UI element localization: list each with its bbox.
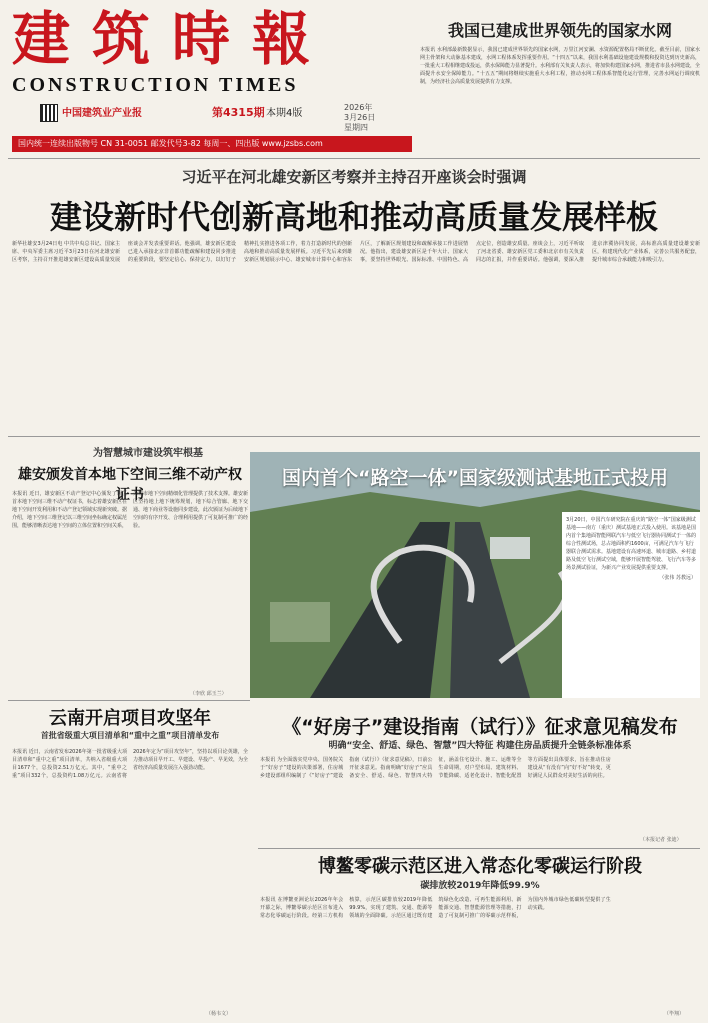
zero-carbon-title: 博鳌零碳示范区进入常态化零碳运行阶段	[318, 856, 642, 877]
zero-carbon-subtitle: 碳排放较2019年降低99.9%	[420, 881, 540, 891]
yunnan-byline: （杨韦文）	[206, 1011, 232, 1017]
good-house-byline: （本报记者 张迪）	[640, 837, 682, 843]
yunnan-body: 本报讯 近日，云南省发布2026年第一批省级重大项目清单和“重中之重”项目清单，共纳入省级重大项目1677个，总投资2.51万亿元。其中，“重中之重”项目332个，总投资约1.08万亿元。云南省将2026年定为“项目攻坚年”，坚持以项目论英雄，全力推动项目早开工、早建设、早投产、早见效，为全省经济高质量发展注入强劲动能。	[12, 749, 248, 779]
publisher-name: 中国建筑业产业报	[62, 108, 142, 119]
lead-body: 新华社雄安3月24日电 中共中央总书记、国家主席、中央军委主席习近平3月23日在河北雄安新区考察，主持召开推进雄安新区建设高质量发展座谈会并发表重要讲话。他强调，雄安新区建设已进入承接北京非首都功能疏解和建设同步推进的重要阶段，要坚定信心、保持定力，以钉钉子精神扎实推进各项工作，着力打造新时代的创新高地和推动高质量发展样板。习近平先后来到雄安新区规划展示中心、雄安城市计算中心和容东片区，了解新区规划建设和疏解承接工作进展情况。他指出，建设雄安新区是千年大计、国家大事，要坚持世界眼光、国际标准、中国特色、高点定位，创造雄安质量。座谈会上，习近平听取了河北省委、雄安新区党工委和北京市有关负责同志的汇报，并作重要讲话。他强调，要深入推进京津冀协同发展，高标准高质量建设雄安新区，构建现代化产业体系，完善公共服务配套，提升城市综合承载能力和吸引力。	[12, 241, 700, 263]
top-right-body: 本报讯 水利部最新数据显示，我国已建成世界领先的国家水网，万里江河安澜、水资源配置格局不断优化。截至目前，国家水网主骨架和大动脉基本建成，水网工程体系发挥重要作用。“十四五”以来，我国水利基础设施建设规模和投资达到历史新高，一批重大工程相继建成投运，供水保障能力显著提升。水利部有关负责人表示，将加快构建国家水网，推进省市县水网建设，全面提升水安全保障能力。“十五五”期间将继续实施重大水利工程，推动水网工程体系智能化运行管理，完善水网运行调度机制，为经济社会高质量发展提供有力支撑。	[420, 47, 700, 85]
page-count: 本期4版	[266, 108, 303, 119]
photo-headline: 国内首个“路空一体”国家级测试基地正式投用	[282, 467, 668, 489]
lead-headline: 建设新时代创新高地和推动高质量发展样板	[49, 198, 658, 236]
lead-kicker: 习近平在河北雄安新区考察并主持召开座谈会时强调	[181, 168, 527, 186]
divider	[8, 158, 700, 159]
date-day: 3月26日	[344, 113, 376, 122]
good-house-subtitle: 明确“安全、舒适、绿色、智慧”四大特征 构建住房品质提升全链条标准体系	[328, 741, 632, 751]
zero-carbon-byline: （毕翔）	[664, 1011, 685, 1017]
masthead-english-title: CONSTRUCTION TIMES	[12, 74, 299, 96]
masthead-logo: 建筑時報	[12, 5, 333, 73]
good-house-body: 本报讯 为全面落实党中央、国务院关于“好房子”建设的决策部署，住房城乡建设部组织编制了《“好房子”建设指南（试行）》（征求意见稿），日前公开征求意见。指南明确“好房子”应具备安全、舒适、绿色、智慧四大特征，涵盖住宅设计、施工、运维等全生命周期，对户型布局、建筑材料、节能降碳、适老化设计、智能化配置等方面提出具体要求，旨在推动住房建设从“有没有”向“好不好”转变，更好满足人民群众对美好生活的向往。	[260, 757, 611, 779]
left-article-subtitle: 为智慧城市建设筑牢根基	[93, 448, 203, 459]
issue-number: 第4315期	[212, 106, 265, 119]
good-house-title: 《“好房子”建设指南（试行）》征求意见稿发布	[282, 716, 678, 738]
yunnan-subtitle: 首批省级重大项目清单和“重中之重”项目清单发布	[40, 731, 220, 740]
date-year: 2026年	[344, 103, 373, 112]
issue-date	[344, 103, 375, 133]
date-weekday: 星期四	[344, 123, 368, 132]
photo-caption-text: 3月20日，中国汽车研究院在重庆的“路空一体”国家级测试基地——南方（重庆）测试基地正式投入使用。该基地是国内首个集地面智能网联汽车与低空飞行器协同测试于一体的综合性测试场，总占地面积约1600亩，可满足汽车与飞行器联合测试需求。基地建设有高速环道、城市道路、乡村道路及低空飞行测试空域，能够开展智能驾驶、飞行汽车等多场景测试验证，为新兴产业发展提供重要支撑。	[566, 517, 697, 571]
divider	[8, 700, 250, 701]
zero-carbon-body: 本报讯 在博鳌亚洲论坛2026年年会开幕之际，博鳌零碳示范区宣布进入常态化零碳运行阶段。经第三方机构核算，示范区碳排放较2019年降低99.9%，实现了建筑、交通、能源等领域的全面降碳。示范区通过既有建筑绿色化改造、可再生能源利用、新能源交通、智慧能源管理等措施，打造了可复制可推广的零碳示范样板，为国内外城市绿色低碳转型提供了生动实践。	[260, 897, 611, 919]
photo-byline: （张伟 苏教远）	[659, 575, 696, 581]
qr-code-icon	[40, 104, 58, 122]
divider	[258, 848, 700, 849]
masthead-info-bar: 国内统一连续出版物号 CN 31-0051 邮发代号3-82 每周一、四出版 www.jzsbs.com	[12, 136, 412, 152]
left-article-byline: （李欣 邱玉兰）	[190, 691, 227, 697]
left-article-title: 雄安颁发首本地下空间三维不动产权证书	[18, 467, 242, 503]
top-right-headline: 我国已建成世界领先的国家水网	[447, 21, 672, 40]
yunnan-title: 云南开启项目攻坚年	[49, 708, 211, 729]
photo-caption	[562, 512, 700, 698]
left-article-body: 本报讯 近日，雄安新区不动产登记中心颁发了新区首本地下空间三维不动产权证书，标志着雄安新区在地下空间开发利用和不动产登记领域实现新突破。据介绍，地下空间三维登记以三维空间坐标确定权属范围，能够清晰表达地下空间的立体位置和空间关系，为城市地下空间精细化管理提供了技术支撑。雄安新区坚持地上地下统筹规划，地下综合管廊、地下交通、地下商业等设施同步建设，此次颁证为后续地下空间的有序开发、合理利用提供了可复制可推广的经验。	[12, 491, 248, 529]
divider	[8, 436, 700, 437]
